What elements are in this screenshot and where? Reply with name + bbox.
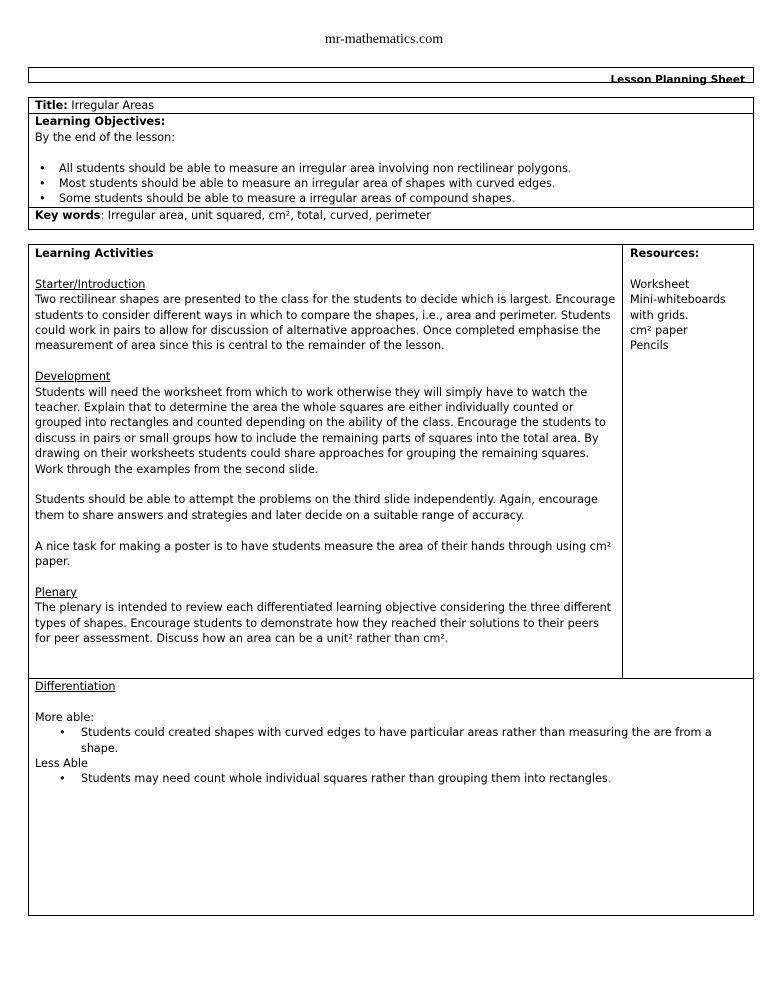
lesson-title: Irregular Areas: [67, 99, 155, 112]
activities-box: [28, 244, 754, 916]
development-text-3: A nice task for making a poster is to have students measure the area of their hands through using cm² paper.: [35, 539, 612, 569]
resources-column: [624, 245, 753, 355]
more-able-item: • Students could created shapes with curved edges to have particular areas rather than measuring the are from a shape.: [35, 725, 747, 756]
objectives-box: [28, 97, 754, 230]
less-able-item: • Students may need count whole individual squares rather than grouping them into rectangles.: [35, 771, 747, 786]
differentiation-section: [29, 679, 753, 787]
objective-item: • Some students should be able to measure a irregular areas of compound shapes.: [35, 191, 747, 206]
objectives-list: [35, 161, 747, 207]
development-text: Students will need the worksheet from which to work otherwise they will simply have to watch the teacher. Explain that to determine the area the whole squares are either individually counted or grouped into rectangles and counted depending on the ability of the class. Encourage the students to discuss in pairs or small groups how to include the remaining parts of squares into the total area. By drawing on their worksheets students could share approaches for grouping the remaining squares. Work through the examples from the second slide.: [35, 385, 606, 476]
resources-heading: Resources:: [630, 247, 700, 260]
keywords-row: [29, 208, 753, 223]
keywords-label: Key words: [35, 208, 101, 222]
sheet-title: Lesson Planning Sheet: [610, 74, 745, 86]
title-row: [29, 98, 753, 114]
development-text-2: Students should be able to attempt the problems on the third slide independently. Again, encourage them to share answers and strategies and later decide on a suitable range of accuracy.: [35, 493, 598, 522]
site-name: mr-mathematics.com: [324, 32, 444, 47]
activities-heading: Learning Activities: [35, 247, 154, 260]
resource-item: Mini-whiteboards: [630, 293, 726, 307]
plenary-heading: Plenary: [35, 585, 77, 599]
development-heading: Development: [35, 370, 111, 384]
more-able-list: [35, 725, 747, 756]
starter-heading: Starter/Introduction: [35, 277, 146, 291]
resource-item: Worksheet: [630, 277, 690, 291]
title-label: Title:: [35, 99, 68, 112]
differentiation-heading: Differentiation: [35, 680, 116, 693]
resource-item: cm² paper: [630, 324, 688, 338]
header-bar: [28, 67, 754, 86]
resource-item: with grids.: [630, 308, 689, 322]
plenary-text: The plenary is intended to review each differentiated learning objective considering the three different types of shapes. Encourage students to demonstrate how they reached their solutions to their peers for peer assessment. Discuss how an area can be a unit² rather than cm².: [35, 601, 612, 646]
objectives-row: [29, 114, 753, 207]
objective-item: • All students should be able to measure an irregular area involving non rectilinear polygons.: [35, 161, 747, 176]
activities-column: [29, 245, 623, 678]
less-able-list: [35, 771, 747, 786]
keywords-value: : Irregular area, unit squared, cm², total, curved, perimeter: [100, 208, 431, 222]
activities-top: [29, 245, 753, 679]
objective-item: • Most students should be able to measure an irregular area of shapes with curved edges.: [35, 176, 747, 191]
more-able-label: More able:: [35, 710, 95, 724]
resource-item: Pencils: [630, 339, 669, 353]
less-able-label: Less Able: [35, 757, 88, 771]
starter-text: Two rectilinear shapes are presented to the class for the students to decide which is largest. Encourage students to consider different ways in which to compare the shapes, i.e., area and perimeter. Students could work in pairs to allow for discussion of alternative approaches. Once completed emphasise the measurement of area since this is central to the remainder of the lesson.: [35, 293, 616, 353]
objectives-heading: Learning Objectives:: [35, 115, 166, 129]
objectives-intro: By the end of the lesson:: [35, 130, 176, 144]
